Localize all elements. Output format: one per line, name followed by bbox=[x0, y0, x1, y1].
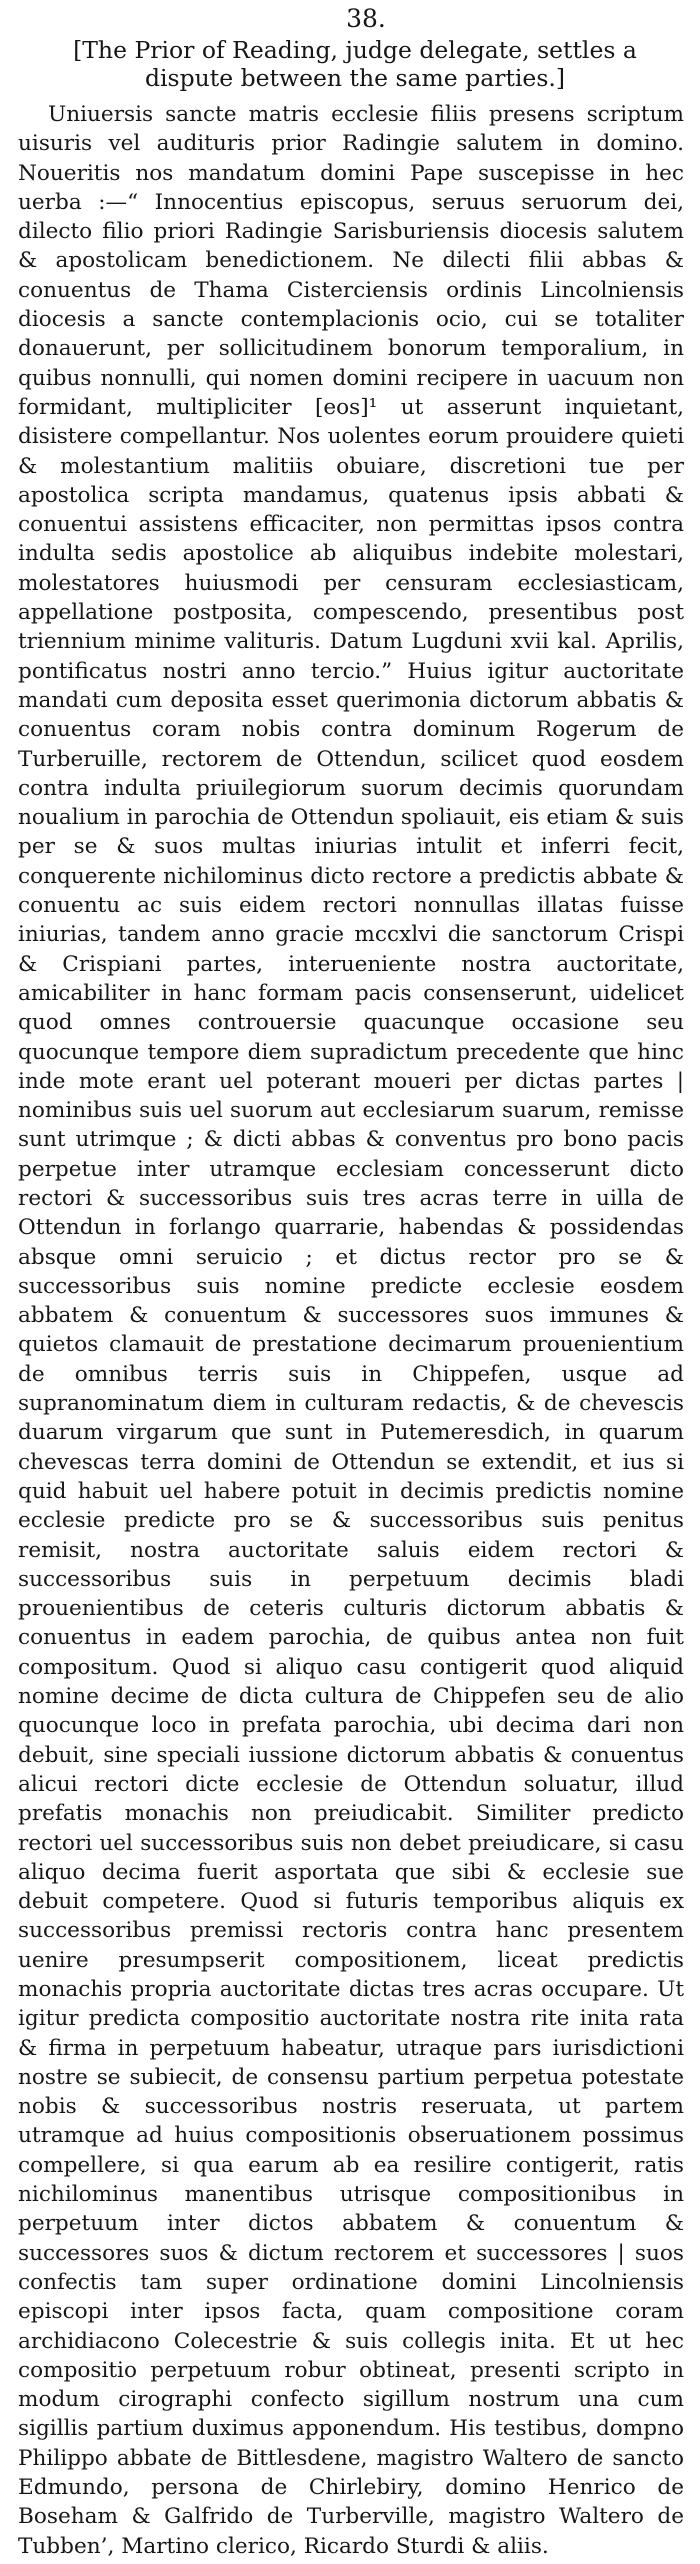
document-page bbox=[0, 4, 700, 2564]
charter-number: 38. bbox=[346, 4, 386, 33]
charter-heading: [The Prior of Reading, judge delegate, settles a dispute between the same parties.] bbox=[73, 36, 637, 92]
charter-body-text: Uniuersis sancte matris ecclesie filiis presens scriptum uisuris vel audituris prior Radingie salutem in domino. Noueritis nos mandatum domini Pape suscepisse in hec uerba :—“ Innocentius episcopus, seruus seruorum dei, dilecto filio priori Radingie Sarisburiensis diocesis salutem & apostolicam benedictionem. Ne dilecti filii abbas & conuentus de Thama Cisterciensis ordinis Lincolniensis diocesis a sancte contemplacionis ocio, cui se totaliter donauerunt, per sollicitudinem bonorum temporalium, in quibus nonnulli, qui nomen domini recipere in uacuum non formidant, multipliciter [eos]¹ ut asserunt inquietant, disistere compellantur. Nos uolentes eorum prouidere quieti & molestantium malitiis obuiare, discretioni tue per apostolica scripta mandamus, quatenus ipsis abbati & conuentui assistens efficaciter, non permittas ipsos contra indulta sedis apostolice ab aliquibus indebite molestari, molestatores huiusmodi per censuram ecclesiasticam, appellatione postposita, compescendo, presentibus post triennium minime valituris. Datum Lugduni xvii kal. Aprilis, pontificatus nostri anno tercio.” Huius igitur auctoritate mandati cum deposita esset querimonia dictorum abbatis & conuentus coram nobis contra dominum Rogerum de Turberuille, rectorem de Ottendun, scilicet quod eosdem contra indulta priuilegiorum suorum decimis quorundam noualium in parochia de Ottendun spoliauit, eis etiam & suis per se & suos multas iniurias intulit et inferri fecit, conquerente nichilominus dicto rectore a predictis abbate & conuentu ac suis eidem rectori nonnullas illatas fuisse iniurias, tandem anno gracie mccxlvi die sanctorum Crispi & Crispiani partes, interueniente nostra auctoritate, amicabiliter in hanc formam pacis consenserunt, uidelicet quod omnes controuersie quacunque occasione seu quocunque tempore diem supradictum precedente que hinc inde mote erant uel poterant moueri per dictas partes | nominibus suis uel suorum aut ecclesiarum suarum, remisse sunt utrimque ; & dicti abbas & conventus pro bono pacis perpetue inter utramque ecclesiam concesserunt dicto rectori & successoribus suis tres acras terre in uilla de Ottendun in forlango quarrarie, habendas & possidendas absque omni seruicio ; et dictus rector pro se & successoribus suis nomine predicte ecclesie eosdem abbatem & conuentum & successores suos immunes & quietos clamauit de prestatione decimarum prouenientium de omnibus terris suis in Chippefen, usque ad supranominatum diem in culturam redactis, & de chevescis duarum virgarum que sunt in Putemeresdich, in quarum chevescas terra domini de Ottendun se extendit, et ius si quid habuit uel habere potuit in decimis predictis nomine ecclesie predicte pro se & successoribus suis penitus remisit, nostra auctoritate saluis eidem rectori & successoribus suis in perpetuum decimis bladi prouenientibus de ceteris culturis dictorum abbatis & conuentus in eadem parochia, de quibus antea non fuit compositum. Quod si aliquo casu contigerit quod aliquid nomine decime de dicta cultura de Chippefen seu de alio quocunque loco in prefata parochia, ubi decima dari non debuit, sine speciali iussione dictorum abbatis & conuentus alicui rectori dicte ecclesie de Ottendun soluatur, illud prefatis monachis non preiudicabit. Similiter predicto rectori uel successoribus suis non debet preiudicare, si casu aliquo decima fuerit asportata que sibi & ecclesie sue debuit competere. Quod si futuris temporibus aliquis ex successoribus premissi rectoris contra hanc presentem uenire presumpserit compositionem, liceat predictis monachis propria auctoritate dictas tres acras occupare. Ut igitur predicta compositio auctoritate nostra rite inita rata & firma in perpetuum habeatur, utraque pars iurisdictioni nostre se subiecit, de consensu partium perpetua potestate nobis & successoribus nostris reseruata, ut partem utramque ad huius compositionis obseruationem possimus compellere, si qua earum ab ea resilire contigerit, ratis nichilominus manentibus utrisque compositionibus in perpetuum inter dictos abbatem & conuentum & successores suos & dictum rectorem et successores | suos confectis tam super ordinatione domini Lincolniensis episcopi inter ipsos facta, quam compositione coram archidiacono Colecestrie & suis collegis inita. Et ut hec compositio perpetuum robur obtineat, presenti scripto in modum cirographi confecto sigillum nostrum una cum sigillis partium duximus apponendum. His testibus, dompno Philippo abbate de Bittlesdene, magistro Waltero de sancto Edmundo, persona de Chirlebiry, domino Henrico de Boseham & Galfrido de Turberville, magistro Waltero de Tubben’, Martino clerico, Ricardo Sturdi & aliis. bbox=[18, 102, 684, 2559]
